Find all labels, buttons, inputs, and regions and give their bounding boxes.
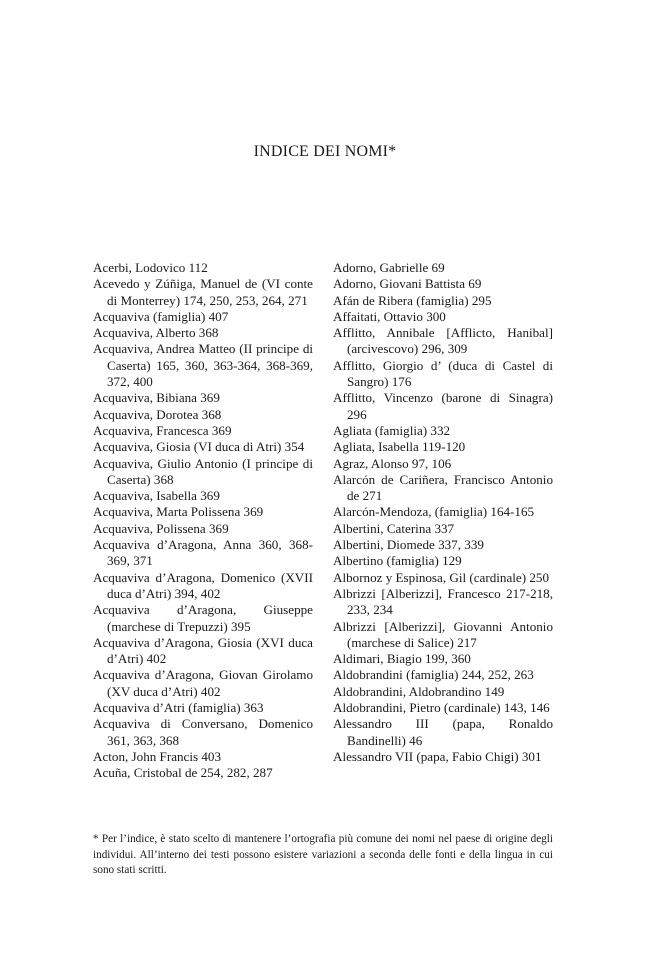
index-entry: Acevedo y Zúñiga, Manuel de (VI conte di Monterrey) 174, 250, 253, 264, 271 <box>93 276 313 308</box>
index-entry: Acquaviva di Conversano, Domenico 361, 363, 368 <box>93 716 313 748</box>
index-entry: Acerbi, Lodovico 112 <box>93 260 208 275</box>
index-entry: Acquaviva, Bibiana 369 <box>93 390 220 406</box>
index-entry: Acquaviva, Dorotea 368 <box>93 406 222 422</box>
index-entry: Aldimari, Biagio 199, 360 <box>333 651 471 667</box>
index-entry: Adorno, Gabrielle 69 <box>333 260 445 275</box>
index-entry: Acuña, Cristobal de 254, 282, 287 <box>93 765 273 781</box>
index-entry: Albertino (famiglia) 129 <box>333 553 462 569</box>
index-entry: Aldobrandini, Pietro (cardinale) 143, 146 <box>333 700 550 716</box>
index-entry: Acquaviva d’Aragona, Giuseppe (marchese di Trepuzzi) 395 <box>93 602 313 634</box>
index-column-right <box>333 260 553 765</box>
index-entry: Albertini, Caterina 337 <box>333 520 455 536</box>
index-entry: Agliata (famiglia) 332 <box>333 422 451 438</box>
page-title: INDICE DEI NOMI* <box>253 143 397 160</box>
index-entry: Afán de Ribera (famiglia) 295 <box>333 292 492 308</box>
index-entry: Acquaviva (famiglia) 407 <box>93 308 229 324</box>
index-entry: Acquaviva d’Atri (famiglia) 363 <box>93 700 264 716</box>
index-entry: Albertini, Diomede 337, 339 <box>333 537 484 553</box>
index-entry: Alarcón-Mendoza, (famiglia) 164-165 <box>333 504 535 520</box>
index-entry: Acquaviva d’Aragona, Domenico (XVII duca d’Atri) 394, 402 <box>93 569 313 601</box>
index-entry: Acquaviva, Alberto 368 <box>93 325 219 341</box>
index-entry: Aldobrandini, Aldobrandino 149 <box>333 683 505 699</box>
index-entry: Acquaviva, Francesca 369 <box>93 422 232 438</box>
footnote: * Per l’indice, è stato scelto di mantenere l’ortografia più comune dei nomi nel paese di origine degli individui. All’interno dei testi possono esistere variazioni a seconda delle fonti e della lingua in cui sono stati scritti. <box>93 833 553 876</box>
index-entry: Acquaviva, Andrea Matteo (II principe di Caserta) 165, 360, 363-364, 368-369, 372, 400 <box>93 341 313 390</box>
index-entry: Afflitto, Vincenzo (barone di Sinagra) 296 <box>333 390 553 422</box>
index-entry: Acquaviva, Isabella 369 <box>93 488 220 504</box>
index-entry: Albrizzi [Alberizzi], Giovanni Antonio (marchese di Salice) 217 <box>333 618 553 650</box>
index-entry: Alarcón de Cariñera, Francisco Antonio de 271 <box>333 471 553 504</box>
index-entry: Acquaviva d’Aragona, Giosia (XVI duca d’Atri) 402 <box>93 634 313 667</box>
index-entry: Affaitati, Ottavio 300 <box>333 308 446 324</box>
index-entry: Afflitto, Giorgio d’ (duca di Castel di Sangro) 176 <box>333 357 553 390</box>
index-entry: Acquaviva d’Aragona, Anna 360, 368-369, 371 <box>93 537 313 569</box>
index-entry: Albrizzi [Alberizzi], Francesco 217-218, 233, 234 <box>333 585 553 618</box>
index-entry: Agraz, Alonso 97, 106 <box>333 455 452 471</box>
index-entry: Alessandro III (papa, Ronaldo Bandinelli) 46 <box>333 716 553 748</box>
index-entry: Adorno, Giovani Battista 69 <box>333 276 482 292</box>
index-entry: Agliata, Isabella 119-120 <box>333 439 466 455</box>
index-entry: Afflitto, Annibale [Afflicto, Hanibal] (arcivescovo) 296, 309 <box>333 325 553 357</box>
index-entry: Alessandro VII (papa, Fabio Chigi) 301 <box>333 748 542 764</box>
index-entry: Acquaviva d’Aragona, Giovan Girolamo (XV duca d’Atri) 402 <box>93 667 313 699</box>
index-entry: Acquaviva, Giosia (VI duca di Atri) 354 <box>93 439 305 455</box>
index-entry: Acquaviva, Giulio Antonio (I principe di Caserta) 368 <box>93 455 313 487</box>
index-entry: Acton, John Francis 403 <box>93 748 222 764</box>
index-column-left <box>93 260 313 782</box>
index-entry: Albornoz y Espinosa, Gil (cardinale) 250 <box>333 569 549 585</box>
index-entry: Acquaviva, Polissena 369 <box>93 520 229 536</box>
index-entry: Acquaviva, Marta Polissena 369 <box>93 504 264 520</box>
index-entry: Aldobrandini (famiglia) 244, 252, 263 <box>333 667 534 683</box>
